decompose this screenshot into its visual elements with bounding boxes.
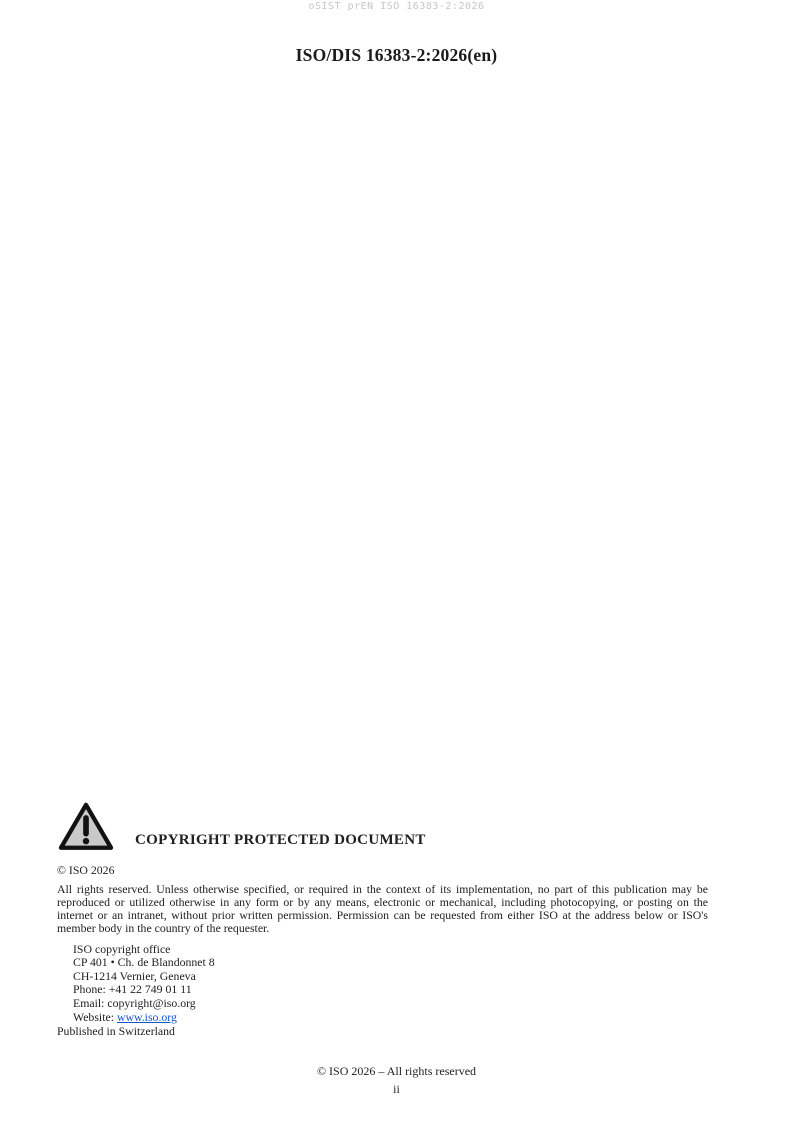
published-line: Published in Switzerland	[57, 1024, 175, 1039]
page-number: ii	[393, 1082, 400, 1096]
address-line-website	[73, 1011, 708, 1025]
page-footer	[0, 1064, 793, 1096]
address-line-city: CH-1214 Vernier, Geneva	[73, 968, 196, 983]
address-line-office: ISO copyright office	[73, 941, 171, 956]
watermark-header: oSIST prEN ISO 16383-2:2026	[308, 1, 485, 12]
copyright-body-text: All rights reserved. Unless otherwise specified, or required in the context of its implementation, no part of this publication may be reproduced or utilized otherwise in any form or by any means, electronic or mechanical, including photocopying, or posting on the internet or an intranet, without prior written permission. Permission can be requested from either ISO at the address below or ISO's member body in the country of the requester.	[57, 881, 708, 936]
document-title: ISO/DIS 16383-2:2026(en)	[295, 45, 498, 65]
footer-copyright-line: © ISO 2026 – All rights reserved	[316, 1064, 477, 1078]
address-line-email: Email: copyright@iso.org	[73, 996, 196, 1011]
copyright-section	[57, 801, 708, 1039]
address-line-street: CP 401 • Ch. de Blandonnet 8	[73, 955, 215, 970]
address-line-phone: Phone: +41 22 749 01 11	[73, 982, 192, 997]
iso-address-block	[73, 943, 708, 1025]
copyright-heading: COPYRIGHT PROTECTED DOCUMENT	[135, 832, 426, 848]
copyright-header-row	[57, 801, 708, 852]
iso-website-link[interactable]: www.iso.org	[116, 1009, 177, 1024]
copyright-notice: © ISO 2026	[57, 863, 115, 877]
website-label: Website:	[73, 1009, 117, 1024]
warning-triangle-icon	[57, 801, 115, 852]
